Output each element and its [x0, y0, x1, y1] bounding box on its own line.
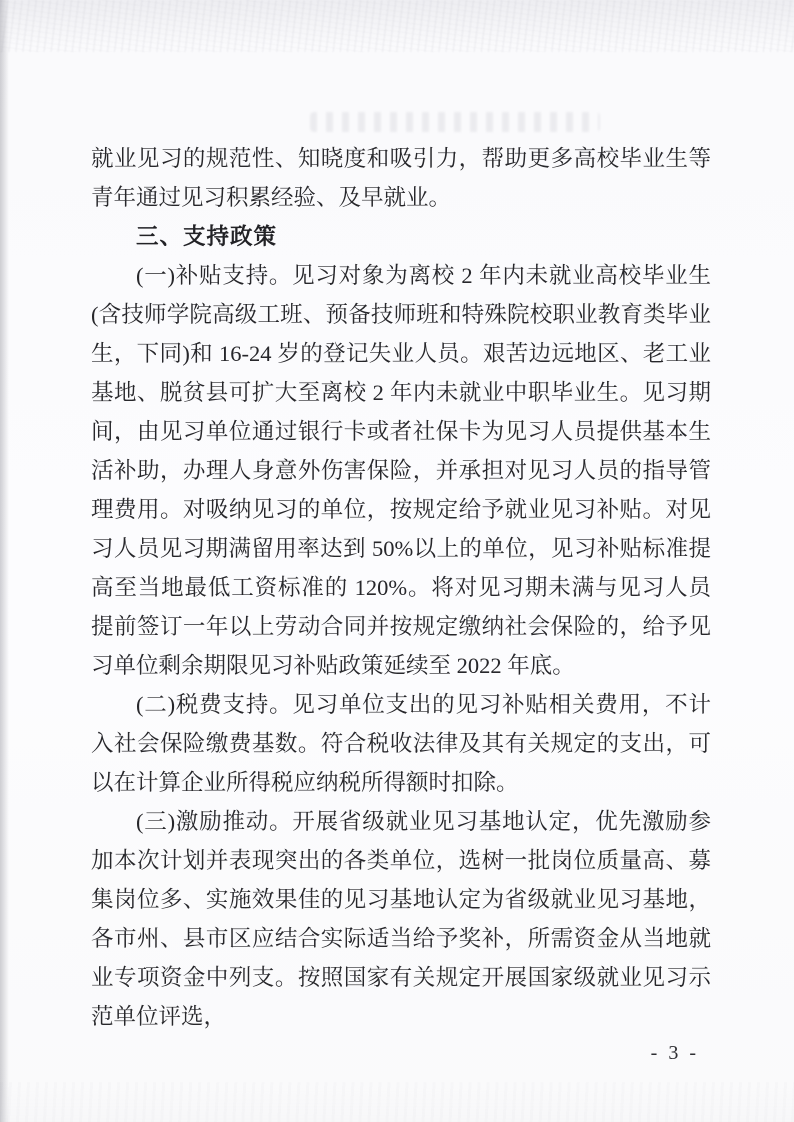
scan-artifact-bottom [0, 1082, 794, 1122]
document-body [91, 139, 711, 1036]
page-number: - 3 - [650, 1042, 699, 1064]
scan-artifact-ghost-text [310, 112, 600, 132]
paragraph-continuation: 就业见习的规范性、知晓度和吸引力，帮助更多高校毕业生等青年通过见习积累经验、及早就业。 [91, 146, 711, 210]
paragraph-tax-support: (二)税费支持。见习单位支出的见习补贴相关费用，不计入社会保险缴费基数。符合税收法律及其有关规定的支出，可以在计算企业所得税应纳税所得额时扣除。 [91, 692, 711, 795]
paragraph-subsidy-support: (一)补贴支持。见习对象为离校 2 年内未就业高校毕业生(含技师学院高级工班、预备技师班和特殊院校职业教育类毕业生，下同)和 16-24 岁的登记失业人员。艰苦边远地区、老工业基地、脱贫县可扩大至离校 2 年内未就业中职毕业生。见习期间，由见习单位通过银行卡或者社保卡为见习人员提供基本生活补助，办理人身意外伤害保险，并承担对见习人员的指导管理费用。对吸纳见习的单位，按规定给予就业见习补贴。对见习人员见习期满留用率达到 50%以上的单位，见习补贴标准提高至当地最低工资标准的 120%。将对见习期未满与见习人员提前签订一年以上劳动合同并按规定缴纳社会保险的，给予见习单位剩余期限见习补贴政策延续至 2022 年底。 [91, 263, 711, 678]
scan-artifact-top [0, 0, 794, 52]
section-heading-support-policies: 三、支持政策 [136, 224, 278, 249]
paragraph-incentive-promotion: (三)激励推动。开展省级就业见习基地认定，优先激励参加本次计划并表现突出的各类单位，选树一批岗位质量高、募集岗位多、实施效果佳的见习基地认定为省级就业见习基地，各市州、县市区应结合实际适当给予奖补，所需资金从当地就业专项资金中列支。按照国家有关规定开展国家级就业见习示范单位评选， [91, 809, 711, 1029]
